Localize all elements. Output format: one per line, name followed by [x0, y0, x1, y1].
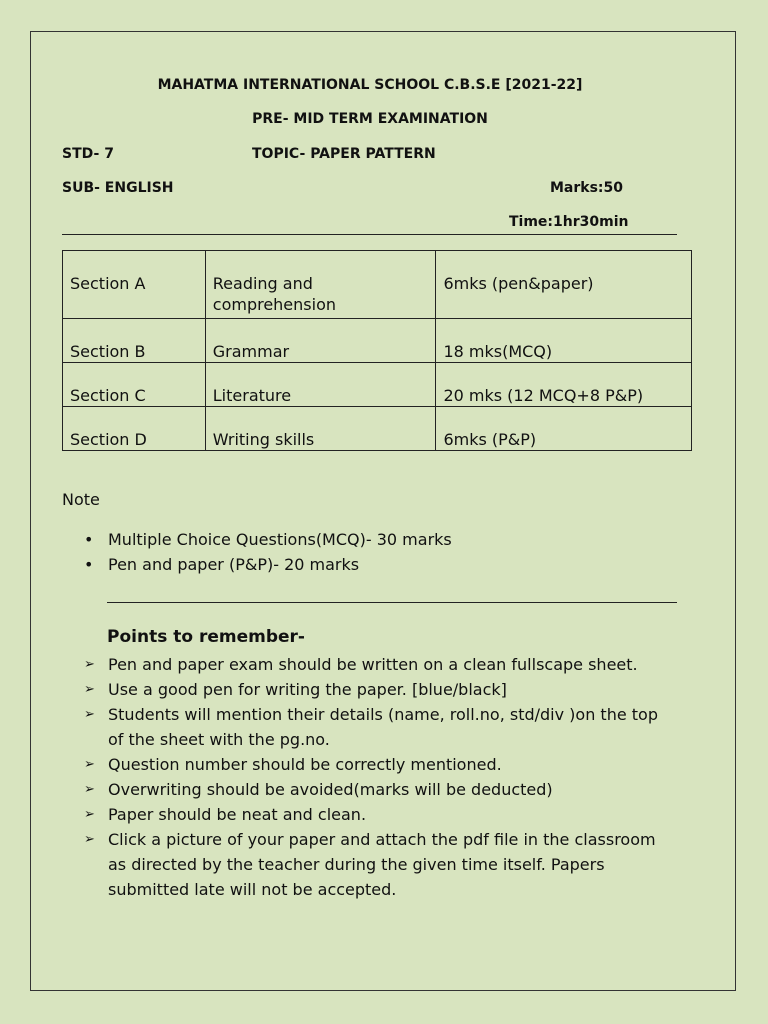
table-row [63, 251, 692, 319]
marks-label: Marks:50 [550, 180, 624, 196]
arrow-bullet-icon: ➢ [84, 757, 95, 772]
section-cell: Section D [63, 407, 206, 451]
point-text: Overwriting should be avoided(marks will be deducted) [108, 780, 553, 799]
arrow-bullet-icon: ➢ [84, 807, 95, 822]
table-row [63, 407, 692, 451]
exam-title: PRE- MID TERM EXAMINATION [252, 111, 488, 127]
note-item-text: Multiple Choice Questions(MCQ)- 30 marks [108, 530, 452, 549]
list-item [84, 677, 664, 702]
time-label: Time:1hr30min [509, 214, 629, 230]
table-row [63, 363, 692, 407]
note-divider [107, 602, 677, 603]
points-list [84, 652, 664, 902]
point-text: Question number should be correctly mentioned. [108, 755, 502, 774]
content-cell: Reading and comprehension [205, 251, 436, 319]
note-list [84, 527, 452, 577]
topic-label: TOPIC- PAPER PATTERN [252, 146, 436, 162]
bullet-icon: • [84, 530, 94, 549]
subject-label: SUB- ENGLISH [62, 180, 174, 196]
list-item [84, 552, 452, 577]
arrow-bullet-icon: ➢ [84, 782, 95, 797]
marks-cell: 6mks (P&P) [436, 407, 692, 451]
standard-label: STD- 7 [62, 146, 114, 162]
point-text: Use a good pen for writing the paper. [blue/black] [108, 680, 507, 699]
section-cell: Section A [63, 251, 206, 319]
table-row [63, 319, 692, 363]
arrow-bullet-icon: ➢ [84, 707, 95, 722]
header-divider [62, 234, 677, 235]
note-item-text: Pen and paper (P&P)- 20 marks [108, 555, 360, 574]
paper-pattern-table [62, 250, 692, 451]
arrow-bullet-icon: ➢ [84, 657, 95, 672]
content-cell: Writing skills [205, 407, 436, 451]
point-text: Pen and paper exam should be written on a clean fullscape sheet. [108, 655, 638, 674]
list-item [84, 752, 664, 777]
note-label: Note [62, 490, 100, 509]
list-item [84, 702, 664, 752]
arrow-bullet-icon: ➢ [84, 832, 95, 847]
school-title: MAHATMA INTERNATIONAL SCHOOL C.B.S.E [2021-22] [157, 77, 583, 93]
arrow-bullet-icon: ➢ [84, 682, 95, 697]
points-title: Points to remember- [107, 627, 305, 647]
list-item [84, 652, 664, 677]
content-cell: Grammar [205, 319, 436, 363]
marks-cell: 6mks (pen&paper) [436, 251, 692, 319]
point-text: Students will mention their details (name, roll.no, std/div )on the top of the sheet with the pg.no. [108, 705, 658, 749]
section-cell: Section C [63, 363, 206, 407]
list-item [84, 527, 452, 552]
bullet-icon: • [84, 555, 94, 574]
marks-cell: 20 mks (12 MCQ+8 P&P) [436, 363, 692, 407]
marks-cell: 18 mks(MCQ) [436, 319, 692, 363]
list-item [84, 777, 664, 802]
list-item [84, 827, 664, 902]
content-cell: Literature [205, 363, 436, 407]
list-item [84, 802, 664, 827]
section-cell: Section B [63, 319, 206, 363]
point-text: Click a picture of your paper and attach the pdf file in the classroom as directed by the teacher during the given time itself. Papers submitted late will not be accepted. [108, 830, 656, 899]
point-text: Paper should be neat and clean. [108, 805, 367, 824]
